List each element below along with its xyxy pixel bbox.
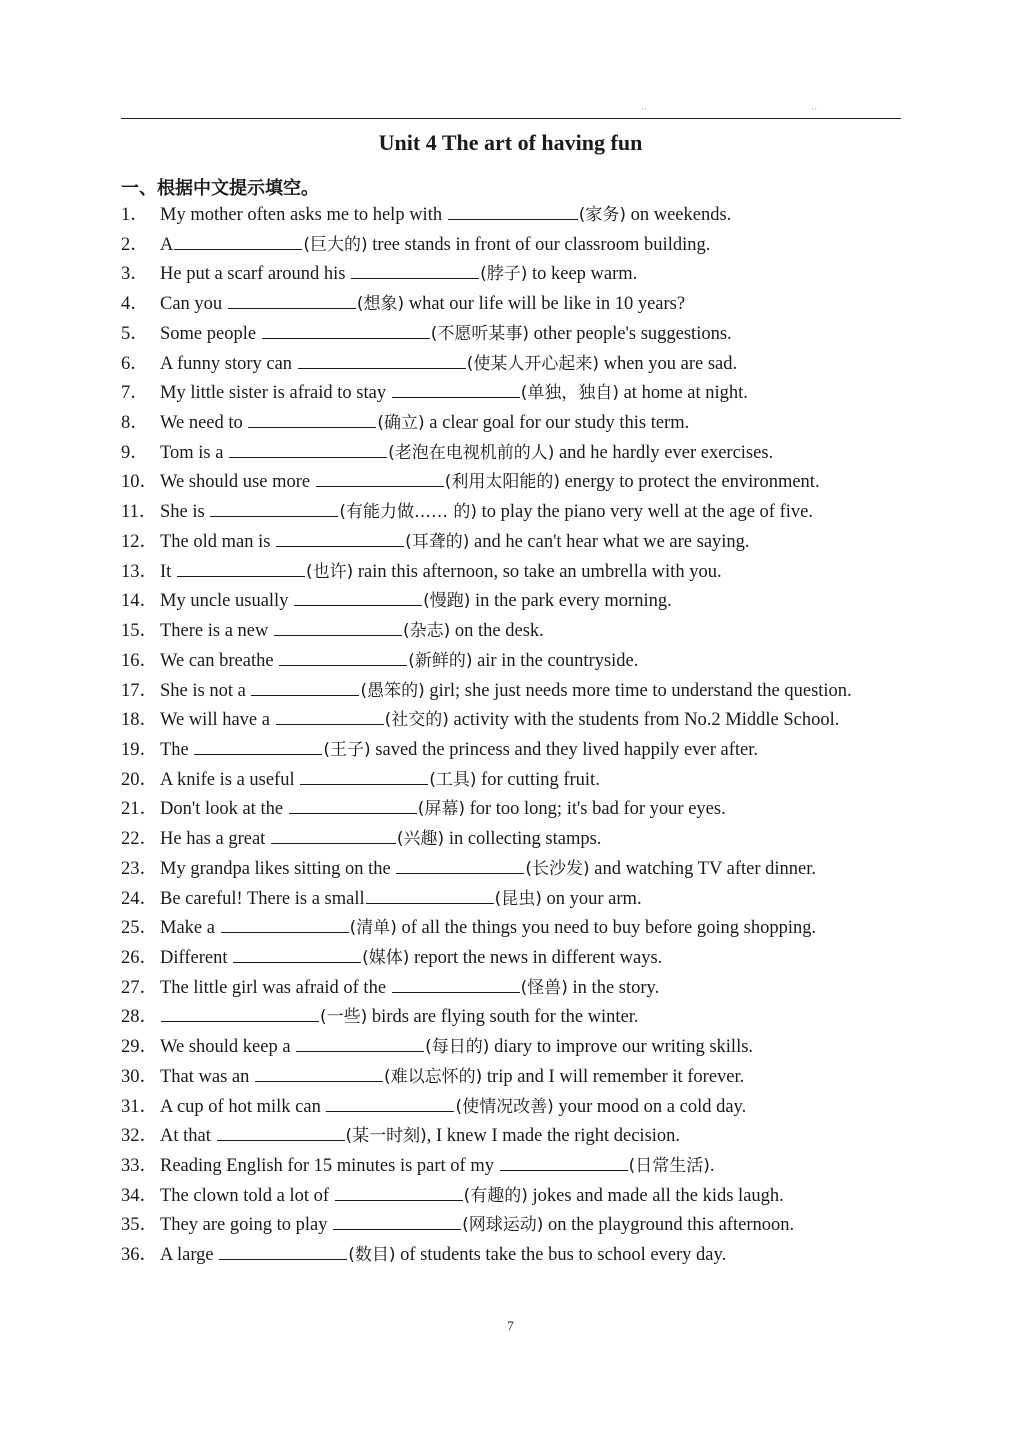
item-text-after: , I knew I made the right decision. [426, 1126, 681, 1147]
chinese-hint: (网球运动) [462, 1215, 544, 1236]
item-number: 5． [121, 323, 149, 344]
exercise-item [121, 1033, 911, 1063]
exercise-item [121, 677, 911, 707]
exercise-item [121, 290, 911, 320]
item-text-after: your mood on a cold day. [553, 1096, 747, 1117]
chinese-hint: (家务) [578, 205, 626, 225]
item-text-before: We can breathe [160, 650, 279, 671]
chinese-hint: (慢跑) [423, 591, 471, 612]
answer-blank[interactable] [289, 795, 417, 814]
item-text-before: She is [160, 502, 210, 523]
answer-blank[interactable] [233, 944, 361, 963]
item-text-before: Don't look at the [160, 799, 288, 820]
item-text-before: Tom is a [160, 442, 229, 463]
item-number: 26． [121, 947, 159, 968]
item-text-after: in the park every morning. [470, 591, 672, 612]
answer-blank[interactable] [296, 1033, 424, 1052]
item-number: 20． [121, 769, 159, 790]
exercise-item [121, 1182, 911, 1212]
item-number: 28． [121, 1007, 159, 1028]
answer-blank[interactable] [351, 260, 479, 279]
item-text-before: A funny story can [160, 353, 297, 374]
exercise-item [121, 1093, 911, 1123]
item-text-after: and he hardly ever exercises. [554, 442, 774, 463]
chinese-hint: (一些) [320, 1007, 368, 1028]
exercise-item [121, 231, 911, 261]
exercise-item [121, 974, 911, 1004]
answer-blank[interactable] [217, 1122, 345, 1141]
item-text-after: activity with the students from No.2 Middle School. [448, 710, 840, 731]
item-number: 4． [121, 294, 149, 315]
item-number: 2． [121, 234, 149, 255]
item-text-before: He has a great [160, 829, 270, 850]
chinese-hint: (杂志) [403, 621, 451, 642]
header-marks [121, 104, 901, 116]
answer-blank[interactable] [177, 558, 305, 577]
item-text-after: of students take the bus to school every day. [395, 1245, 727, 1266]
chinese-hint: (使情况改善) [455, 1096, 554, 1117]
exercise-item [121, 439, 911, 469]
item-text-after: jokes and made all the kids laugh. [527, 1185, 784, 1206]
item-number: 34． [121, 1185, 159, 1206]
item-number: 6． [121, 353, 149, 374]
item-number: 33． [121, 1156, 159, 1176]
answer-blank[interactable] [300, 766, 428, 785]
item-text-after: birds are flying south for the winter. [367, 1007, 639, 1028]
item-text-after: report the news in different ways. [409, 947, 663, 968]
exercise-item [121, 706, 911, 736]
header-rule [121, 118, 901, 119]
item-text-after: to keep warm. [527, 264, 638, 285]
item-number: 32． [121, 1126, 159, 1147]
item-text-before: They are going to play [160, 1215, 333, 1236]
item-text-after: other people's suggestions. [528, 323, 732, 344]
item-number: 1． [121, 205, 149, 225]
item-text-after: diary to improve our writing skills. [489, 1037, 754, 1058]
item-number: 11． [121, 502, 158, 523]
exercise-item [121, 647, 911, 677]
item-text-after: of all the things you need to buy before going shopping. [396, 918, 817, 939]
item-text-after: and he can't hear what we are saying. [469, 531, 750, 552]
exercise-item [121, 201, 911, 231]
exercise-item [121, 1063, 911, 1093]
item-number: 7． [121, 383, 149, 404]
exercise-item [121, 736, 911, 766]
chinese-hint: (社交的) [384, 710, 449, 731]
chinese-hint: (不愿听某事) [430, 323, 529, 344]
item-text-before: The [160, 739, 194, 760]
item-number: 31． [121, 1096, 159, 1117]
item-number: 25． [121, 918, 159, 939]
answer-blank[interactable] [194, 736, 322, 755]
chinese-hint: (每日的) [425, 1037, 490, 1058]
chinese-hint: (某一时刻) [345, 1126, 427, 1147]
chinese-hint: (确立) [377, 413, 425, 434]
item-text-after: what our life will be like in 10 years? [404, 294, 686, 315]
item-text-after: air in the countryside. [472, 650, 639, 671]
answer-blank[interactable] [316, 468, 444, 487]
chinese-hint: (日常生活) [628, 1156, 710, 1176]
item-text-before: My uncle usually [160, 591, 294, 612]
answer-blank[interactable] [276, 706, 384, 725]
item-number: 10． [121, 472, 159, 493]
exercise-item [121, 825, 911, 855]
exercise-item [121, 587, 911, 617]
exercise-item [121, 350, 911, 380]
header-mark-left: ·· [641, 104, 647, 114]
answer-blank[interactable] [229, 439, 387, 458]
answer-blank[interactable] [251, 677, 359, 696]
chinese-hint: (脖子) [480, 264, 528, 285]
chinese-hint: (使某人开心起来) [466, 353, 599, 374]
item-text-after: a clear goal for our study this term. [424, 413, 690, 434]
item-text-before: Make a [160, 918, 220, 939]
chinese-hint: (长沙发) [525, 858, 590, 879]
chinese-hint: (昆虫) [494, 888, 542, 909]
answer-blank[interactable] [248, 409, 376, 428]
item-text-after: for too long; it's bad for your eyes. [464, 799, 726, 820]
chinese-hint: (兴趣) [396, 829, 445, 850]
page-number: 7 [507, 1318, 514, 1333]
item-text-before: Different [160, 947, 233, 968]
exercise-item [121, 468, 911, 498]
chinese-hint: (媒体) [362, 947, 410, 968]
item-number: 16． [121, 650, 159, 671]
answer-blank[interactable] [161, 1003, 319, 1022]
exercise-item [121, 766, 911, 796]
answer-blank[interactable] [174, 231, 302, 250]
item-text-before: We should keep a [160, 1037, 296, 1058]
item-text-after: when you are sad. [598, 353, 738, 374]
exercise-item [121, 409, 911, 439]
item-text-before: It [160, 561, 176, 582]
item-number: 35． [121, 1215, 159, 1236]
item-number: 14． [121, 591, 159, 612]
chinese-hint: (有趣的) [463, 1185, 528, 1206]
item-text-after: . [709, 1156, 715, 1176]
item-number: 30． [121, 1066, 159, 1087]
item-number: 9． [121, 442, 149, 463]
item-text-after: trip and I will remember it forever. [482, 1066, 745, 1087]
item-text-before: My grandpa likes sitting on the [160, 858, 396, 879]
chinese-hint: (老泡在电视机前的人) [388, 442, 555, 463]
item-text-before: My little sister is afraid to stay [160, 383, 391, 404]
item-number: 19． [121, 739, 159, 760]
item-text-before: Reading English for 15 minutes is part of my [160, 1156, 499, 1176]
item-text-before: Can you [160, 294, 227, 315]
item-text-after: at home at night. [618, 383, 748, 404]
item-text-before: She is not a [160, 680, 251, 701]
exercise-item [121, 1241, 911, 1271]
chinese-hint: (单独，独自) [520, 383, 619, 404]
answer-blank[interactable] [219, 1241, 347, 1260]
item-text-before: My mother often asks me to help with [160, 205, 447, 225]
chinese-hint: (工具) [429, 769, 477, 790]
exercise-item [121, 617, 911, 647]
answer-blank[interactable] [448, 201, 578, 220]
answer-blank[interactable] [294, 587, 422, 606]
item-text-after: in the story. [567, 977, 660, 998]
answer-blank[interactable] [271, 825, 396, 844]
chinese-hint: (屏幕) [417, 799, 465, 820]
answer-blank[interactable] [366, 885, 494, 904]
item-text-after: for cutting fruit. [476, 769, 600, 790]
chinese-hint: (王子) [323, 739, 371, 760]
item-text-after: on the desk. [450, 621, 544, 642]
item-number: 8． [121, 413, 149, 434]
item-text-after: energy to protect the environment. [559, 472, 820, 493]
exercise-item [121, 1122, 911, 1152]
chinese-hint: (利用太阳能的) [444, 472, 560, 493]
answer-blank[interactable] [255, 1063, 383, 1082]
item-text-before: We will have a [160, 710, 275, 731]
answer-blank[interactable] [279, 647, 407, 666]
item-number: 36． [121, 1245, 159, 1266]
answer-blank[interactable] [298, 350, 466, 369]
answer-blank[interactable] [262, 320, 430, 339]
exercise-item [121, 795, 911, 825]
chinese-hint: (想象) [356, 294, 405, 315]
chinese-hint: (也许) [305, 561, 354, 582]
item-text-before: The clown told a lot of [160, 1185, 334, 1206]
answer-blank[interactable] [500, 1152, 628, 1171]
item-text-before: A knife is a useful [160, 769, 300, 790]
exercise-item [121, 498, 911, 528]
item-text-after: girl; she just needs more time to understand the question. [424, 680, 852, 701]
answer-blank[interactable] [274, 617, 402, 636]
item-text-before: The little girl was afraid of the [160, 977, 391, 998]
exercise-list [121, 201, 911, 1271]
item-text-before: At that [160, 1126, 216, 1147]
item-number: 3． [121, 264, 149, 285]
item-number: 27． [121, 977, 159, 998]
item-text-after: and watching TV after dinner. [589, 858, 816, 879]
item-text-after: in collecting stamps. [444, 829, 602, 850]
chinese-hint: (怪兽) [520, 977, 568, 998]
item-text-after: on weekends. [625, 205, 732, 225]
exercise-item [121, 558, 911, 588]
item-text-before: That was an [160, 1066, 255, 1087]
item-text-before: The old man is [160, 531, 276, 552]
answer-blank[interactable] [210, 498, 338, 517]
item-text-after: rain this afternoon, so take an umbrella with you. [353, 561, 722, 582]
item-text-before: A cup of hot milk can [160, 1096, 326, 1117]
answer-blank[interactable] [392, 379, 520, 398]
item-text-before: We should use more [160, 472, 315, 493]
exercise-item [121, 1211, 911, 1241]
exercise-item [121, 379, 911, 409]
item-text-after: to play the piano very well at the age of five. [477, 502, 813, 523]
item-number: 15． [121, 621, 159, 642]
item-number: 12． [121, 531, 159, 552]
exercise-item [121, 885, 911, 915]
item-text-after: on your arm. [541, 888, 642, 909]
chinese-hint: (巨大的) [303, 234, 368, 255]
item-number: 21． [121, 799, 159, 820]
item-number: 18． [121, 710, 159, 731]
chinese-hint: (愚笨的) [360, 680, 425, 701]
exercise-item [121, 260, 911, 290]
item-number: 22． [121, 829, 159, 850]
item-text-before: Be careful! There is a small [160, 888, 365, 909]
page-title: Unit 4 The art of having fun [378, 130, 643, 155]
chinese-hint: (清单) [349, 918, 397, 939]
item-text-before: We need to [160, 413, 248, 434]
answer-blank[interactable] [392, 974, 520, 993]
answer-blank[interactable] [396, 855, 524, 874]
answer-blank[interactable] [276, 528, 404, 547]
answer-blank[interactable] [326, 1093, 454, 1112]
chinese-hint: (数目) [348, 1245, 396, 1266]
item-text-after: tree stands in front of our classroom building. [367, 234, 711, 255]
item-text-before: There is a new [160, 621, 274, 642]
answer-blank[interactable] [333, 1211, 461, 1230]
exercise-item [121, 914, 911, 944]
answer-blank[interactable] [335, 1182, 463, 1201]
chinese-hint: (难以忘怀的) [384, 1066, 483, 1087]
exercise-item [121, 1003, 911, 1033]
answer-blank[interactable] [228, 290, 356, 309]
chinese-hint: (有能力做…… 的) [339, 502, 478, 523]
header-mark-right: ·· [811, 104, 817, 114]
exercise-item [121, 1152, 911, 1182]
item-number: 29． [121, 1037, 159, 1058]
section-heading: 一、根据中文提示填空。 [121, 178, 319, 199]
item-number: 17． [121, 680, 159, 701]
exercise-item [121, 320, 911, 350]
chinese-hint: (新鲜的) [408, 650, 473, 671]
item-text-before: A large [160, 1245, 219, 1266]
exercise-item [121, 944, 911, 974]
item-text-after: on the playground this afternoon. [543, 1215, 795, 1236]
item-number: 24． [121, 888, 159, 909]
item-text-before: A [160, 234, 174, 255]
item-number: 23． [121, 858, 159, 879]
item-text-before: Some people [160, 323, 261, 344]
exercise-item [121, 855, 911, 885]
item-text-after: saved the princess and they lived happily ever after. [370, 739, 758, 760]
item-number: 13． [121, 561, 159, 582]
exercise-item [121, 528, 911, 558]
chinese-hint: (耳聋的) [405, 531, 470, 552]
item-text-before: He put a scarf around his [160, 264, 351, 285]
answer-blank[interactable] [221, 914, 349, 933]
